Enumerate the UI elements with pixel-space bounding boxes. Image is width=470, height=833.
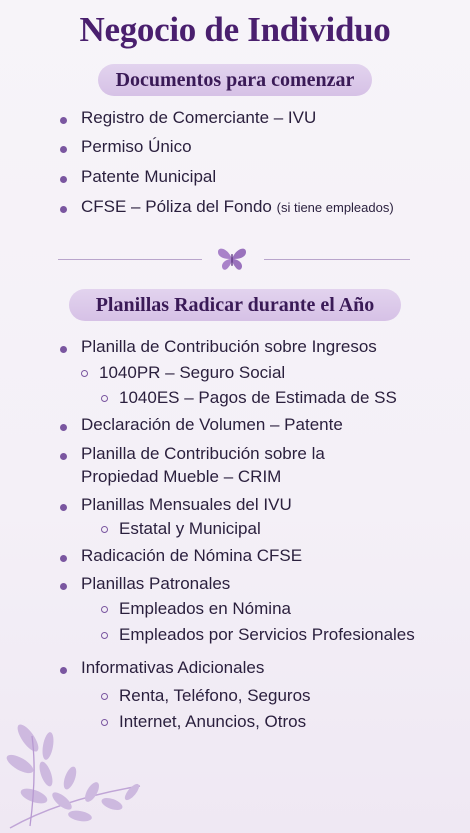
- list-item-text: Registro de Comerciante – IVU: [81, 108, 317, 127]
- sub-bullet-icon: [101, 606, 108, 613]
- list-item-text: CFSE – Póliza del Fondo: [81, 197, 272, 216]
- list-item-text: Empleados por Servicios Profesionales: [119, 625, 415, 644]
- divider-left: [58, 259, 202, 260]
- list-item-text: Informativas Adicionales: [81, 658, 265, 677]
- list-item-text: Planillas Mensuales del IVU: [81, 495, 292, 514]
- list-item-text: Renta, Teléfono, Seguros: [119, 686, 311, 705]
- list-item-text: Patente Municipal: [81, 167, 217, 186]
- list-item-text: Planilla de Contribución sobre Ingresos: [81, 337, 377, 356]
- list-item-note: (si tiene empleados): [276, 200, 394, 215]
- sub-bullet-icon: [101, 526, 108, 533]
- sub-bullet-icon: [101, 395, 108, 402]
- bullet-icon: [60, 117, 67, 124]
- sub-bullet-icon: [81, 370, 88, 377]
- list-item-text: Planillas Patronales: [81, 574, 231, 593]
- bullet-icon: [60, 346, 67, 353]
- bullet-icon: [60, 453, 67, 460]
- list-item-text: 1040ES – Pagos de Estimada de SS: [119, 388, 397, 407]
- list-item-text: Empleados en Nómina: [119, 599, 291, 618]
- list-item-text: Internet, Anuncios, Otros: [119, 712, 307, 731]
- page-title: Negocio de Individuo: [79, 10, 391, 49]
- list-item-text: Radicación de Nómina CFSE: [81, 546, 303, 565]
- section-heading-documentos: Documentos para comenzar: [98, 64, 372, 96]
- divider-right: [264, 259, 410, 260]
- bullet-icon: [60, 667, 67, 674]
- list-item-text: Permiso Único: [81, 137, 192, 156]
- list-item-text: Declaración de Volumen – Patente: [81, 415, 343, 434]
- list-item-text: Estatal y Municipal: [119, 519, 261, 538]
- bullet-icon: [60, 176, 67, 183]
- bullet-icon: [60, 424, 67, 431]
- sub-bullet-icon: [101, 632, 108, 639]
- bullet-icon: [60, 555, 67, 562]
- section-heading-planillas: Planillas Radicar durante el Año: [69, 289, 401, 321]
- bullet-icon: [60, 206, 67, 213]
- list-item-text: 1040PR – Seguro Social: [99, 363, 286, 382]
- sub-bullet-icon: [101, 693, 108, 700]
- butterfly-icon: [216, 246, 248, 272]
- leaf-sprig-icon: [0, 716, 150, 833]
- list-item-text: Propiedad Mueble – CRIM: [81, 467, 282, 486]
- bullet-icon: [60, 504, 67, 511]
- bullet-icon: [60, 146, 67, 153]
- list-item-text: Planilla de Contribución sobre la: [81, 444, 325, 463]
- bullet-icon: [60, 583, 67, 590]
